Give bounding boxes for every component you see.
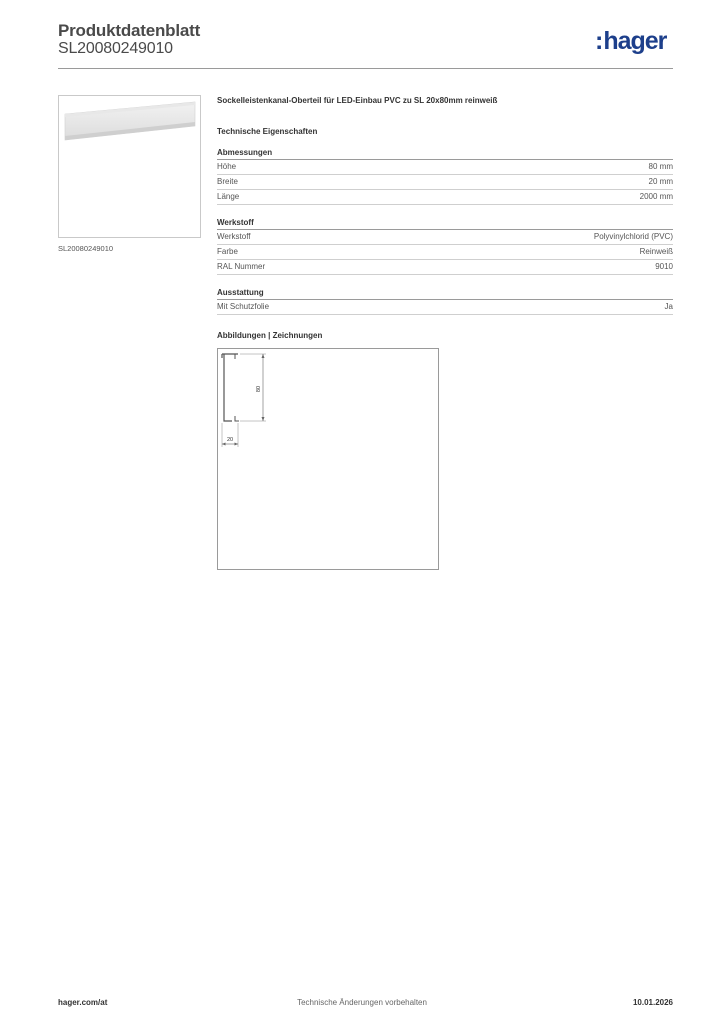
tech-heading: Technische Eigenschaften <box>217 127 318 136</box>
row-value: Polyvinylchlorid (PVC) <box>593 232 673 241</box>
footer-date: 10.01.2026 <box>632 998 673 1007</box>
table-row <box>217 245 673 260</box>
table-row <box>217 160 673 175</box>
footer-disclaimer: Technische Änderungen vorbehalten <box>297 998 427 1007</box>
row-value: Ja <box>664 302 673 311</box>
page-title: Produktdatenblatt <box>58 21 201 40</box>
article-number: SL20080249010 <box>58 40 173 57</box>
group-title: Werkstoff <box>217 217 673 230</box>
logo-mark-icon: : <box>595 27 603 55</box>
dim-height-label: 80 <box>256 385 262 393</box>
row-value: 2000 mm <box>639 192 673 201</box>
technical-drawing <box>218 349 438 569</box>
row-label: Werkstoff <box>217 232 251 241</box>
table-row <box>217 260 673 275</box>
row-value: 20 mm <box>648 177 673 186</box>
group-title: Abmessungen <box>217 147 673 160</box>
row-label: RAL Nummer <box>217 262 266 271</box>
main-content <box>217 96 673 570</box>
hager-logo <box>595 27 666 56</box>
row-value: 80 mm <box>648 162 673 171</box>
drawing-frame <box>217 348 439 570</box>
table-row <box>217 230 673 245</box>
row-label: Breite <box>217 177 238 186</box>
logo-text: hager <box>603 27 667 55</box>
product-title: Sockelleistenkanal-Oberteil für LED-Einbau PVC zu SL 20x80mm reinweiß <box>217 96 498 105</box>
figures-heading: Abbildungen | Zeichnungen <box>217 331 323 340</box>
group-abmessungen <box>217 147 673 205</box>
table-row <box>217 175 673 190</box>
footer-website-link[interactable]: hager.com/at <box>58 998 108 1007</box>
row-value: Reinweiß <box>639 247 673 256</box>
table-row <box>217 190 673 205</box>
row-label: Farbe <box>217 247 238 256</box>
row-label: Höhe <box>217 162 237 171</box>
thumbnail-caption: SL20080249010 <box>58 244 114 253</box>
group-werkstoff <box>217 217 673 275</box>
group-ausstattung <box>217 287 673 315</box>
row-label: Mit Schutzfolie <box>217 302 270 311</box>
row-value: 9010 <box>655 262 673 271</box>
group-title: Ausstattung <box>217 287 673 300</box>
product-image <box>59 96 200 237</box>
table-row <box>217 300 673 315</box>
row-label: Länge <box>217 192 240 201</box>
product-thumbnail <box>58 95 201 238</box>
dim-width-label: 20 <box>226 437 234 443</box>
header-rule <box>58 68 673 69</box>
